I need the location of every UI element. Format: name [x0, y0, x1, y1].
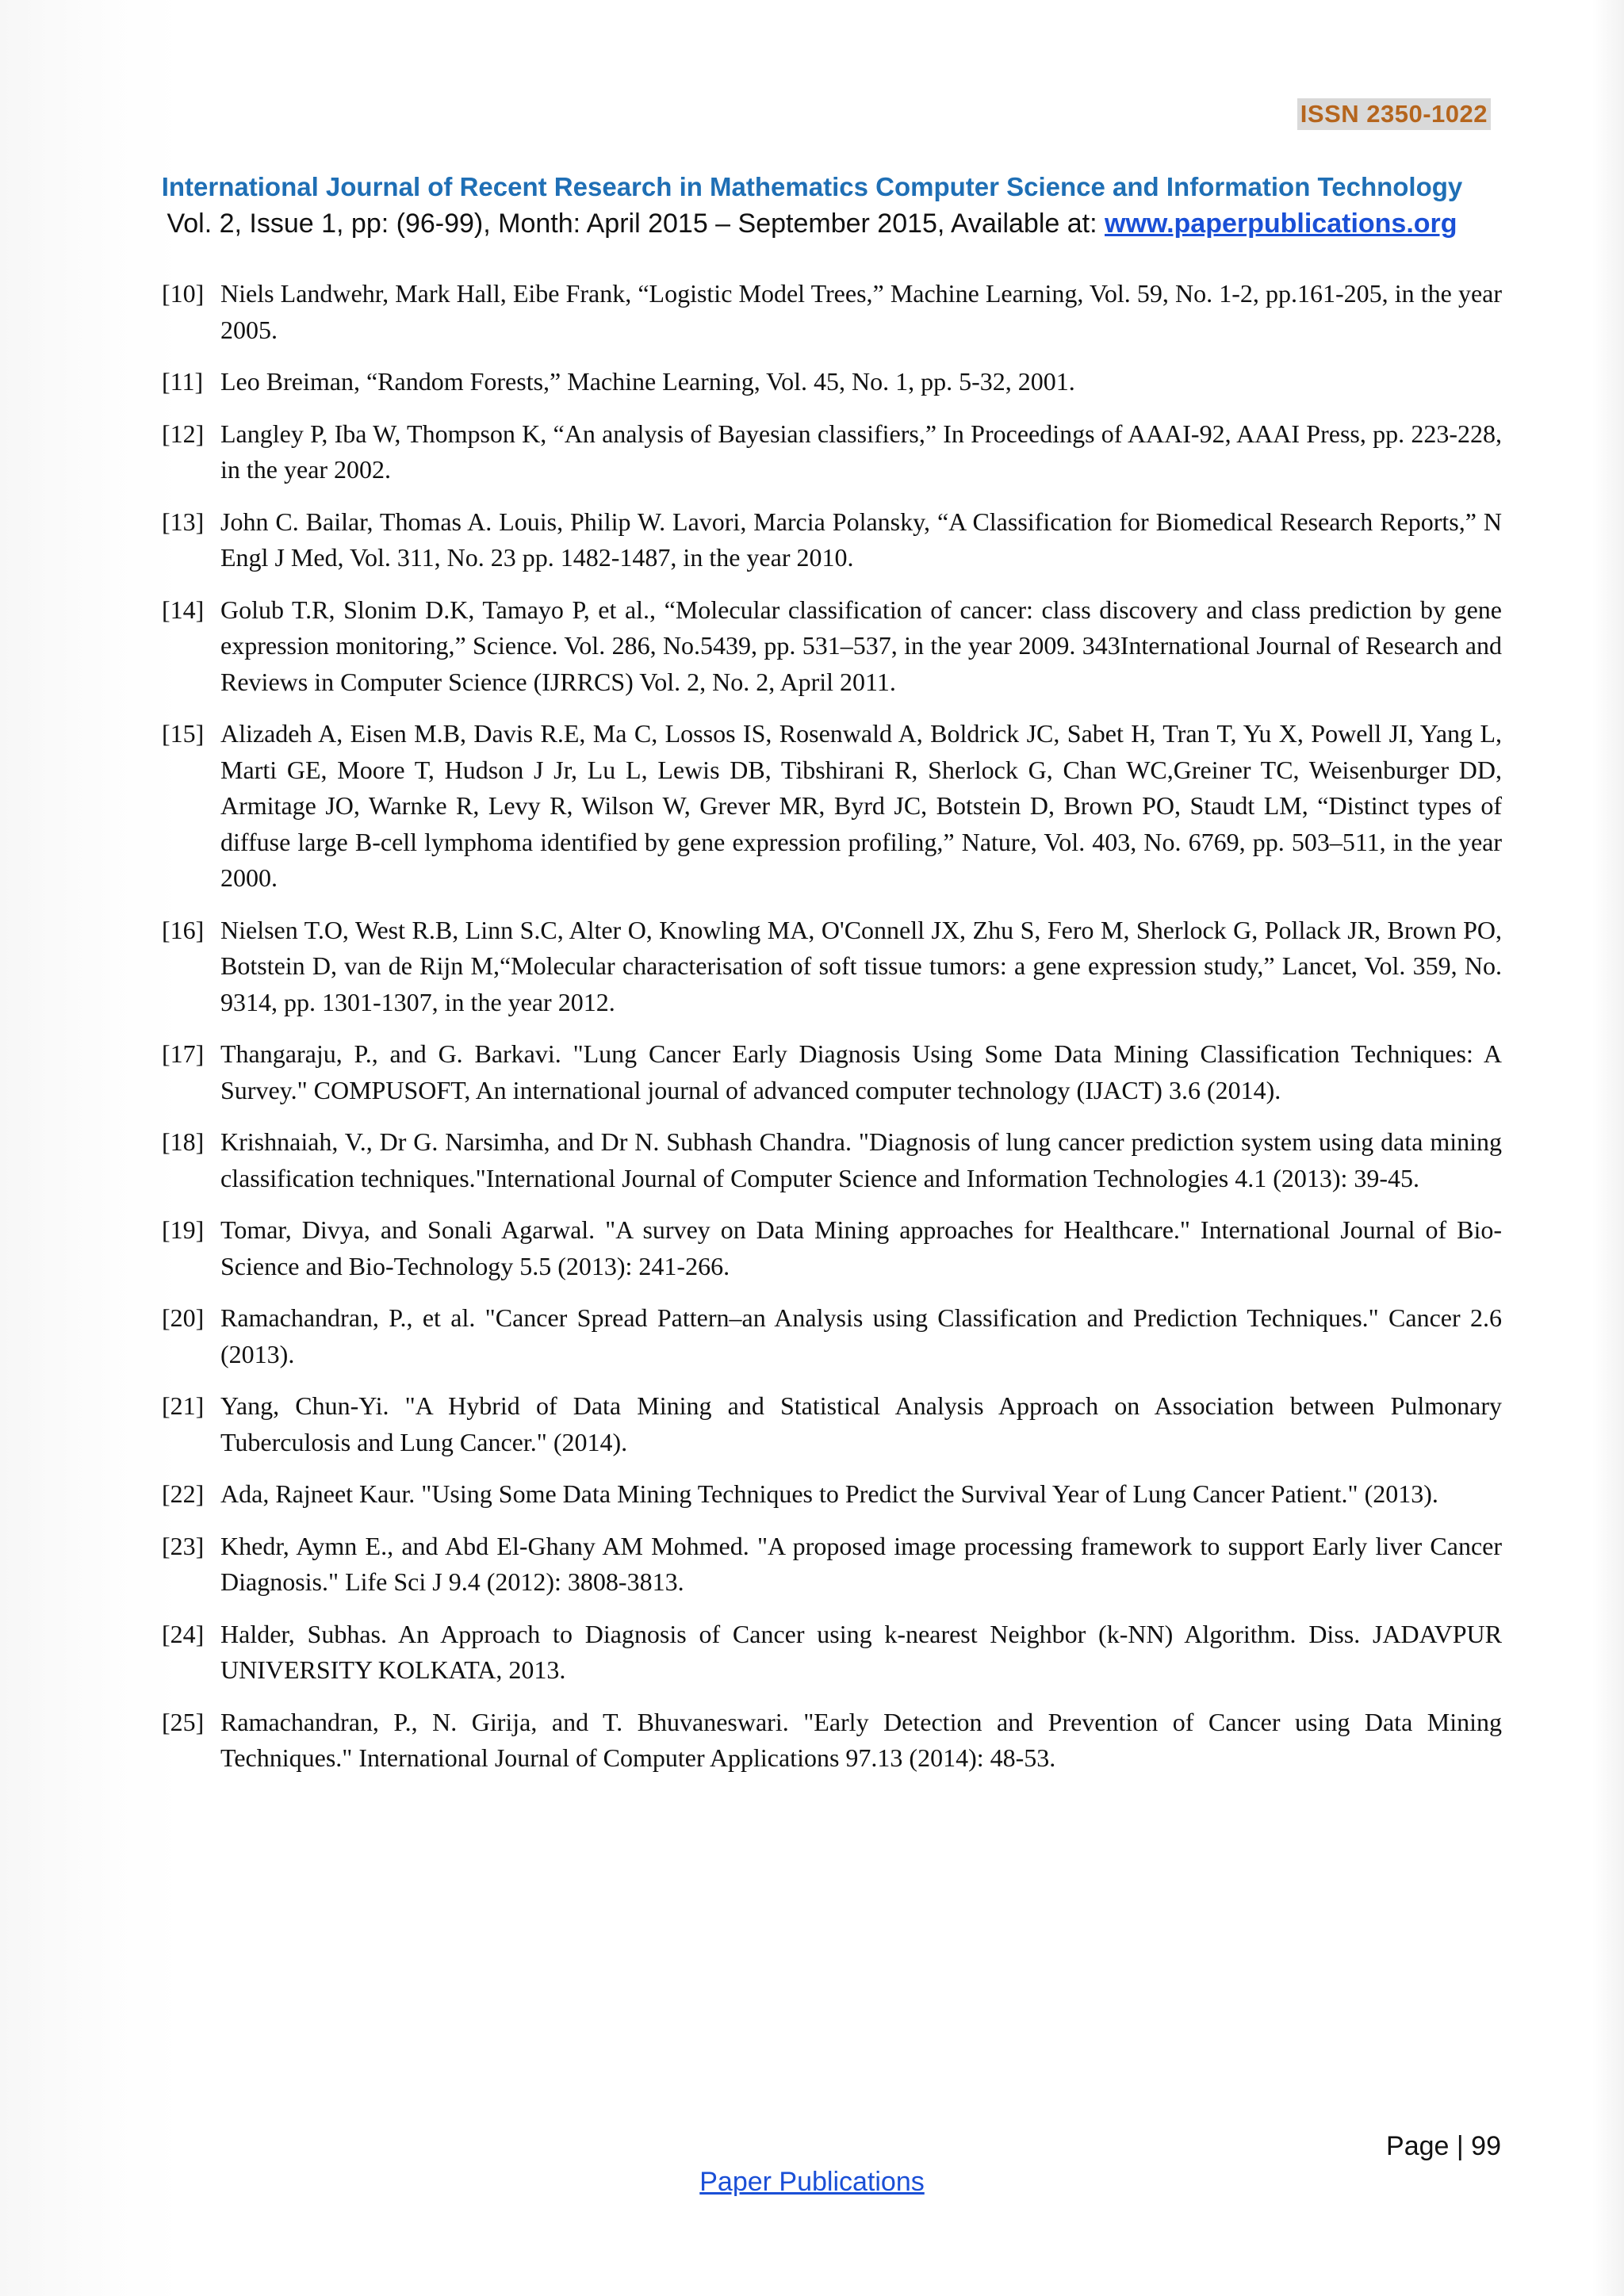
reference-number: [16] [162, 915, 205, 944]
reference-text: Ada, Rajneet Kaur. "Using Some Data Mining Techniques to Predict the Survival Year of Lung Cancer Patient." (2013). [220, 1479, 1438, 1508]
reference-item [162, 1705, 1502, 1777]
reference-text: Krishnaiah, V., Dr G. Narsimha, and Dr N. Subhash Chandra. "Diagnosis of lung cancer prediction system using data mining classification techniques."International Journal of Computer Science and Information Technologies 4.1 (2013): 39-45. [220, 1127, 1502, 1192]
reference-text: Alizadeh A, Eisen M.B, Davis R.E, Ma C, Lossos IS, Rosenwald A, Boldrick JC, Sabet H, Tran T, Yu X, Powell JI, Yang L, Marti GE, Moore T, Hudson J Jr, Lu L, Lewis DB, Tibshirani R, Sherlock G, Chan WC,Greiner TC, Weisenburger DD, Armitage JO, Warnke R, Levy R, Wilson W, Grever MR, Byrd JC, Botstein D, Brown PO, Staudt LM, “Distinct types of diffuse large B-cell lymphoma identified by gene expression profiling,” Nature, Vol. 403, No. 6769, pp. 503–511, in the year 2000. [220, 719, 1502, 892]
reference-item [162, 1036, 1502, 1108]
reference-number: [21] [162, 1391, 205, 1420]
reference-item [162, 1529, 1502, 1601]
reference-number: [22] [162, 1479, 205, 1508]
reference-number: [24] [162, 1619, 205, 1648]
reference-list [162, 276, 1502, 1793]
reference-number: [18] [162, 1127, 205, 1156]
reference-number: [25] [162, 1707, 205, 1736]
journal-issue-text: Vol. 2, Issue 1, pp: (96-99), Month: April 2015 – September 2015, Available at: [167, 209, 1105, 239]
reference-text: Tomar, Divya, and Sonali Agarwal. "A survey on Data Mining approaches for Healthcare." International Journal of Bio-Science and Bio-Technology 5.5 (2013): 241-266. [220, 1215, 1502, 1280]
journal-issue-info [0, 209, 1624, 239]
reference-number: [19] [162, 1215, 205, 1244]
reference-number: [12] [162, 419, 205, 448]
reference-text: Halder, Subhas. An Approach to Diagnosis of Cancer using k-nearest Neighbor (k-NN) Algorithm. Diss. JADAVPUR UNIVERSITY KOLKATA, 2013. [220, 1619, 1502, 1684]
reference-text: Khedr, Aymn E., and Abd El-Ghany AM Mohmed. "A proposed image processing framework to support Early liver Cancer Diagnosis." Life Sci J 9.4 (2012): 3808-3813. [220, 1531, 1502, 1596]
reference-text: Leo Breiman, “Random Forests,” Machine Learning, Vol. 45, No. 1, pp. 5-32, 2001. [220, 367, 1075, 396]
reference-number: [10] [162, 279, 205, 308]
reference-item [162, 716, 1502, 897]
reference-number: [17] [162, 1039, 205, 1068]
page-shading-left [0, 0, 182, 2296]
reference-item [162, 364, 1502, 400]
reference-item [162, 913, 1502, 1021]
journal-title: International Journal of Recent Research in Mathematics Computer Science and Information Technology [161, 172, 1463, 201]
issn-badge: ISSN 2350-1022 [1297, 98, 1491, 130]
reference-number: [23] [162, 1531, 205, 1560]
reference-number: [14] [162, 595, 205, 624]
reference-text: Thangaraju, P., and G. Barkavi. "Lung Cancer Early Diagnosis Using Some Data Mining Classification Techniques: A Survey." COMPUSOFT, An international journal of advanced computer technology (IJACT) 3.6 (2014). [220, 1039, 1502, 1104]
publisher-link[interactable]: Paper Publications [699, 2167, 925, 2197]
reference-text: Nielsen T.O, West R.B, Linn S.C, Alter O, Knowling MA, O'Connell JX, Zhu S, Fero M, Sherlock G, Pollack JR, Brown PO, Botstein D, van de Rijn M,“Molecular characterisation of soft tissue tumors: a gene expression study,” Lancet, Vol. 359, No. 9314, pp. 1301-1307, in the year 2012. [220, 915, 1502, 1016]
reference-item [162, 416, 1502, 488]
reference-item [162, 1476, 1502, 1513]
reference-text: John C. Bailar, Thomas A. Louis, Philip W. Lavori, Marcia Polansky, “A Classification for Biomedical Research Reports,” N Engl J Med, Vol. 311, No. 23 pp. 1482-1487, in the year 2010. [220, 507, 1502, 572]
reference-item [162, 1617, 1502, 1689]
page-number: Page | 99 [1386, 2131, 1501, 2161]
reference-item [162, 592, 1502, 701]
reference-text: Niels Landwehr, Mark Hall, Eibe Frank, “Logistic Model Trees,” Machine Learning, Vol. 59, No. 1-2, pp.161-205, in the year 2005. [220, 279, 1502, 344]
reference-text: Ramachandran, P., et al. "Cancer Spread Pattern–an Analysis using Classification and Prediction Techniques." Cancer 2.6 (2013). [220, 1303, 1502, 1368]
reference-item [162, 504, 1502, 576]
reference-text: Yang, Chun-Yi. "A Hybrid of Data Mining and Statistical Analysis Approach on Association between Pulmonary Tuberculosis and Lung Cancer." (2014). [220, 1391, 1502, 1456]
footer-publisher [0, 2167, 1624, 2198]
journal-website-link[interactable]: www.paperpublications.org [1105, 209, 1457, 239]
reference-item [162, 276, 1502, 348]
reference-item [162, 1388, 1502, 1460]
reference-text: Golub T.R, Slonim D.K, Tamayo P, et al., “Molecular classification of cancer: class discovery and class prediction by gene expression monitoring,” Science. Vol. 286, No.5439, pp. 531–537, in the year 2009. 343International Journal of Research and Reviews in Computer Science (IJRRCS) Vol. 2, No. 2, April 2011. [220, 595, 1502, 696]
reference-text: Ramachandran, P., N. Girija, and T. Bhuvaneswari. "Early Detection and Prevention of Cancer using Data Mining Techniques." International Journal of Computer Applications 97.13 (2014): 48-53. [220, 1707, 1502, 1772]
reference-number: [15] [162, 719, 205, 748]
reference-text: Langley P, Iba W, Thompson K, “An analysis of Bayesian classifiers,” In Proceedings of AAAI-92, AAAI Press, pp. 223-228, in the year 2002. [220, 419, 1502, 484]
reference-number: [11] [162, 367, 204, 396]
reference-number: [20] [162, 1303, 205, 1332]
reference-item [162, 1300, 1502, 1372]
page-shading-right [1592, 0, 1624, 2296]
reference-item [162, 1212, 1502, 1284]
reference-number: [13] [162, 507, 205, 536]
reference-item [162, 1124, 1502, 1196]
